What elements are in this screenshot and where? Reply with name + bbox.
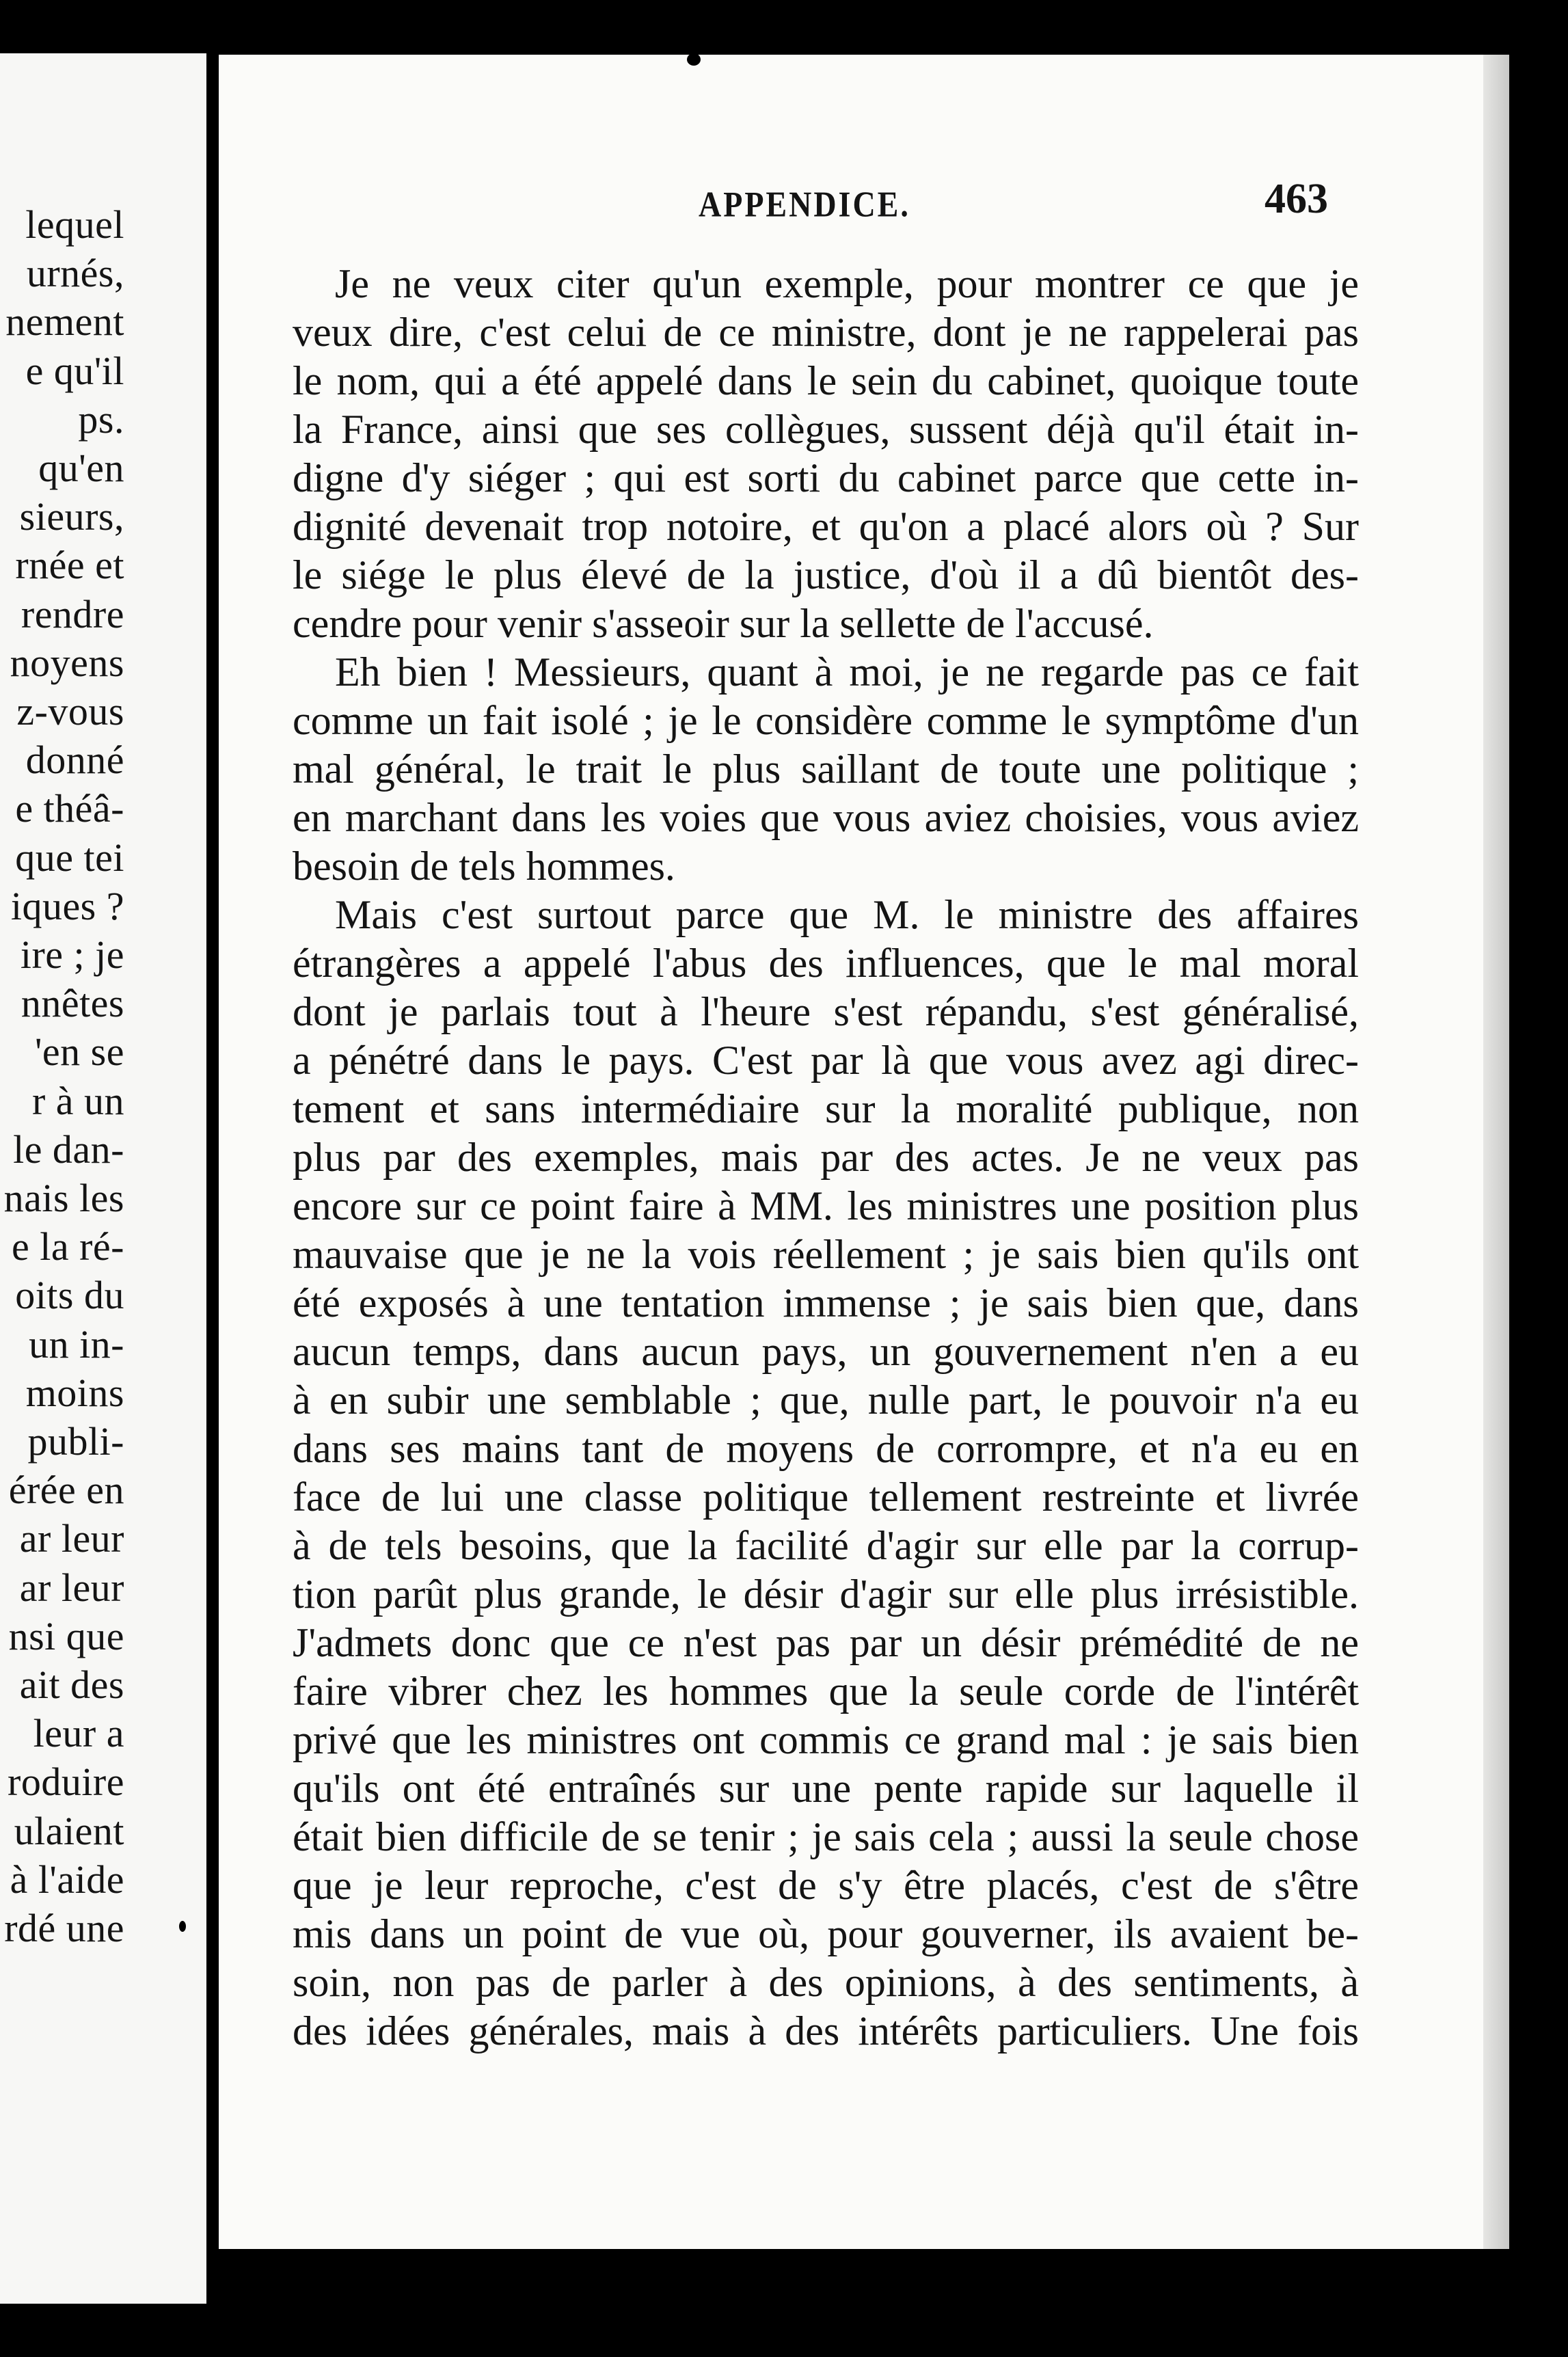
facing-page-line: rendre: [21, 591, 124, 636]
text-line: cendre pour venir s'asseoir sur la sellette de l'accusé.: [293, 601, 1154, 646]
facing-page-line: ar leur: [19, 1516, 124, 1561]
text-line: à en subir une semblable ; que, nulle part, le pouvoir n'a eu: [293, 1377, 1359, 1423]
text-line: étrangères a appelé l'abus des influences, que le mal moral: [293, 941, 1359, 986]
text-line: encore sur ce point faire à MM. les ministres une position plus: [293, 1183, 1359, 1228]
text-line: dont je parlais tout à l'heure s'est répandu, s'est généralisé,: [293, 989, 1359, 1034]
text-line: mis dans un point de vue où, pour gouverner, ils avaient be-: [293, 1911, 1359, 1956]
facing-page-line: donné: [25, 738, 124, 783]
facing-page-line: un in-: [29, 1321, 124, 1366]
text-line: faire vibrer chez les hommes que la seule corde de l'intérêt: [293, 1669, 1359, 1714]
spine-mark: [687, 53, 701, 66]
text-line: la France, ainsi que ses collègues, sussent déjà qu'il était in-: [293, 407, 1359, 452]
facing-page-line: r à un: [31, 1078, 124, 1123]
text-line: été exposés à une tentation immense ; je sais bien que, dans: [293, 1280, 1359, 1325]
margin-dot: [179, 1921, 186, 1932]
facing-page-line: nement: [5, 299, 124, 345]
facing-page-line: roduire: [8, 1760, 124, 1805]
facing-page-line: noyens: [10, 640, 124, 685]
text-line: tement et sans intermédiaire sur la moralité publique, non: [293, 1086, 1359, 1131]
text-line: face de lui une classe politique tellement restreinte et livrée: [293, 1474, 1359, 1520]
running-title: APPENDICE.: [699, 184, 910, 224]
text-line: aucun temps, dans aucun pays, un gouvernement n'en a eu: [293, 1329, 1359, 1374]
facing-page-line: ps.: [78, 396, 124, 442]
facing-page-line: nsi que: [8, 1613, 124, 1658]
facing-page-line: que tei: [15, 835, 124, 880]
facing-page-line: e théâ-: [15, 786, 124, 831]
text-line: à de tels besoins, que la facilité d'agir sur elle par la corrup-: [293, 1523, 1359, 1568]
page-edge: [1483, 55, 1509, 2249]
text-line: le siége le plus élevé de la justice, d'où il a dû bientôt des-: [293, 552, 1359, 597]
text-line: J'admets donc que ce n'est pas par un désir prémédité de ne: [293, 1620, 1359, 1665]
facing-page-line: le dan-: [13, 1127, 124, 1172]
facing-page-line: sieurs,: [19, 494, 124, 539]
text-line: comme un fait isolé ; je le considère comme le symptôme d'un: [293, 698, 1359, 743]
running-head: [219, 55, 1509, 157]
text-line: veux dire, c'est celui de ce ministre, dont je ne rappelerai pas: [293, 310, 1359, 355]
facing-page-line: urnés,: [26, 251, 124, 296]
facing-page-line: nais les: [3, 1176, 124, 1220]
facing-page-line: lequel: [25, 202, 124, 247]
text-line: plus par des exemples, mais par des actes. Je ne veux pas: [293, 1135, 1359, 1180]
page-number: 463: [1265, 176, 1328, 222]
text-line: en marchant dans les voies que vous aviez choisies, vous aviez: [293, 795, 1359, 840]
book-page: [219, 55, 1509, 2249]
body-text: [293, 260, 1359, 2056]
text-line: privé que les ministres ont commis ce grand mal : je sais bien: [293, 1717, 1359, 1762]
facing-page-line: 'en se: [34, 1029, 124, 1075]
text-line: dans ses mains tant de moyens de corrompre, et n'a eu en: [293, 1426, 1359, 1471]
facing-page-line: ait des: [19, 1662, 124, 1707]
text-line: tion parût plus grande, le désir d'agir sur elle plus irrésistible.: [293, 1572, 1359, 1617]
facing-page-line: qu'en: [38, 446, 124, 490]
text-line: Je ne veux citer qu'un exemple, pour montrer ce que je: [335, 261, 1359, 306]
facing-page-line: nnêtes: [21, 981, 124, 1026]
text-line: besoin de tels hommes.: [293, 844, 675, 889]
facing-page-line: rdé une: [4, 1906, 124, 1950]
text-line: Eh bien ! Messieurs, quant à moi, je ne regarde pas ce fait: [335, 649, 1359, 695]
facing-page-line: moins: [25, 1370, 124, 1415]
facing-page-line: z-vous: [16, 689, 124, 733]
text-line: Mais c'est surtout parce que M. le ministre des affaires: [335, 892, 1359, 937]
facing-page-line: à l'aide: [10, 1857, 124, 1902]
text-line: était bien difficile de se tenir ; je sais cela ; aussi la seule chose: [293, 1814, 1359, 1859]
text-line: qu'ils ont été entraînés sur une pente rapide sur laquelle il: [293, 1766, 1359, 1811]
facing-page-line: e la ré-: [12, 1224, 124, 1269]
text-line: mal général, le trait le plus saillant de toute une politique ;: [293, 746, 1359, 792]
facing-page-line: rnée et: [15, 543, 124, 588]
text-line: soin, non pas de parler à des opinions, à des sentiments, à: [293, 1960, 1359, 2005]
facing-page-line: ire ; je: [20, 932, 124, 977]
facing-page-line: ar leur: [19, 1565, 124, 1610]
text-line: dignité devenait trop notoire, et qu'on a placé alors où ? Sur: [293, 504, 1359, 549]
facing-page-line: érée en: [8, 1468, 124, 1513]
text-line: le nom, qui a été appelé dans le sein du cabinet, quoique toute: [293, 358, 1359, 403]
facing-page-line: iques ?: [10, 883, 124, 928]
text-line: mauvaise que je ne la vois réellement ; je sais bien qu'ils ont: [293, 1232, 1359, 1277]
text-line: que je leur reproche, c'est de s'y être placés, c'est de s'être: [293, 1863, 1359, 1908]
text-line: digne d'y siéger ; qui est sorti du cabinet parce que cette in-: [293, 455, 1359, 500]
facing-page-line: ulaient: [14, 1808, 124, 1853]
facing-page-fragment: [0, 53, 206, 2304]
facing-page-line: leur a: [33, 1711, 124, 1756]
facing-page-line: publi-: [27, 1419, 124, 1464]
text-line: des idées générales, mais à des intérêts particuliers. Une fois: [293, 2008, 1359, 2053]
facing-page-line: e qu'il: [25, 348, 124, 393]
facing-page-line: oits du: [15, 1273, 124, 1318]
text-line: a pénétré dans le pays. C'est par là que vous avez agi direc-: [293, 1038, 1359, 1083]
